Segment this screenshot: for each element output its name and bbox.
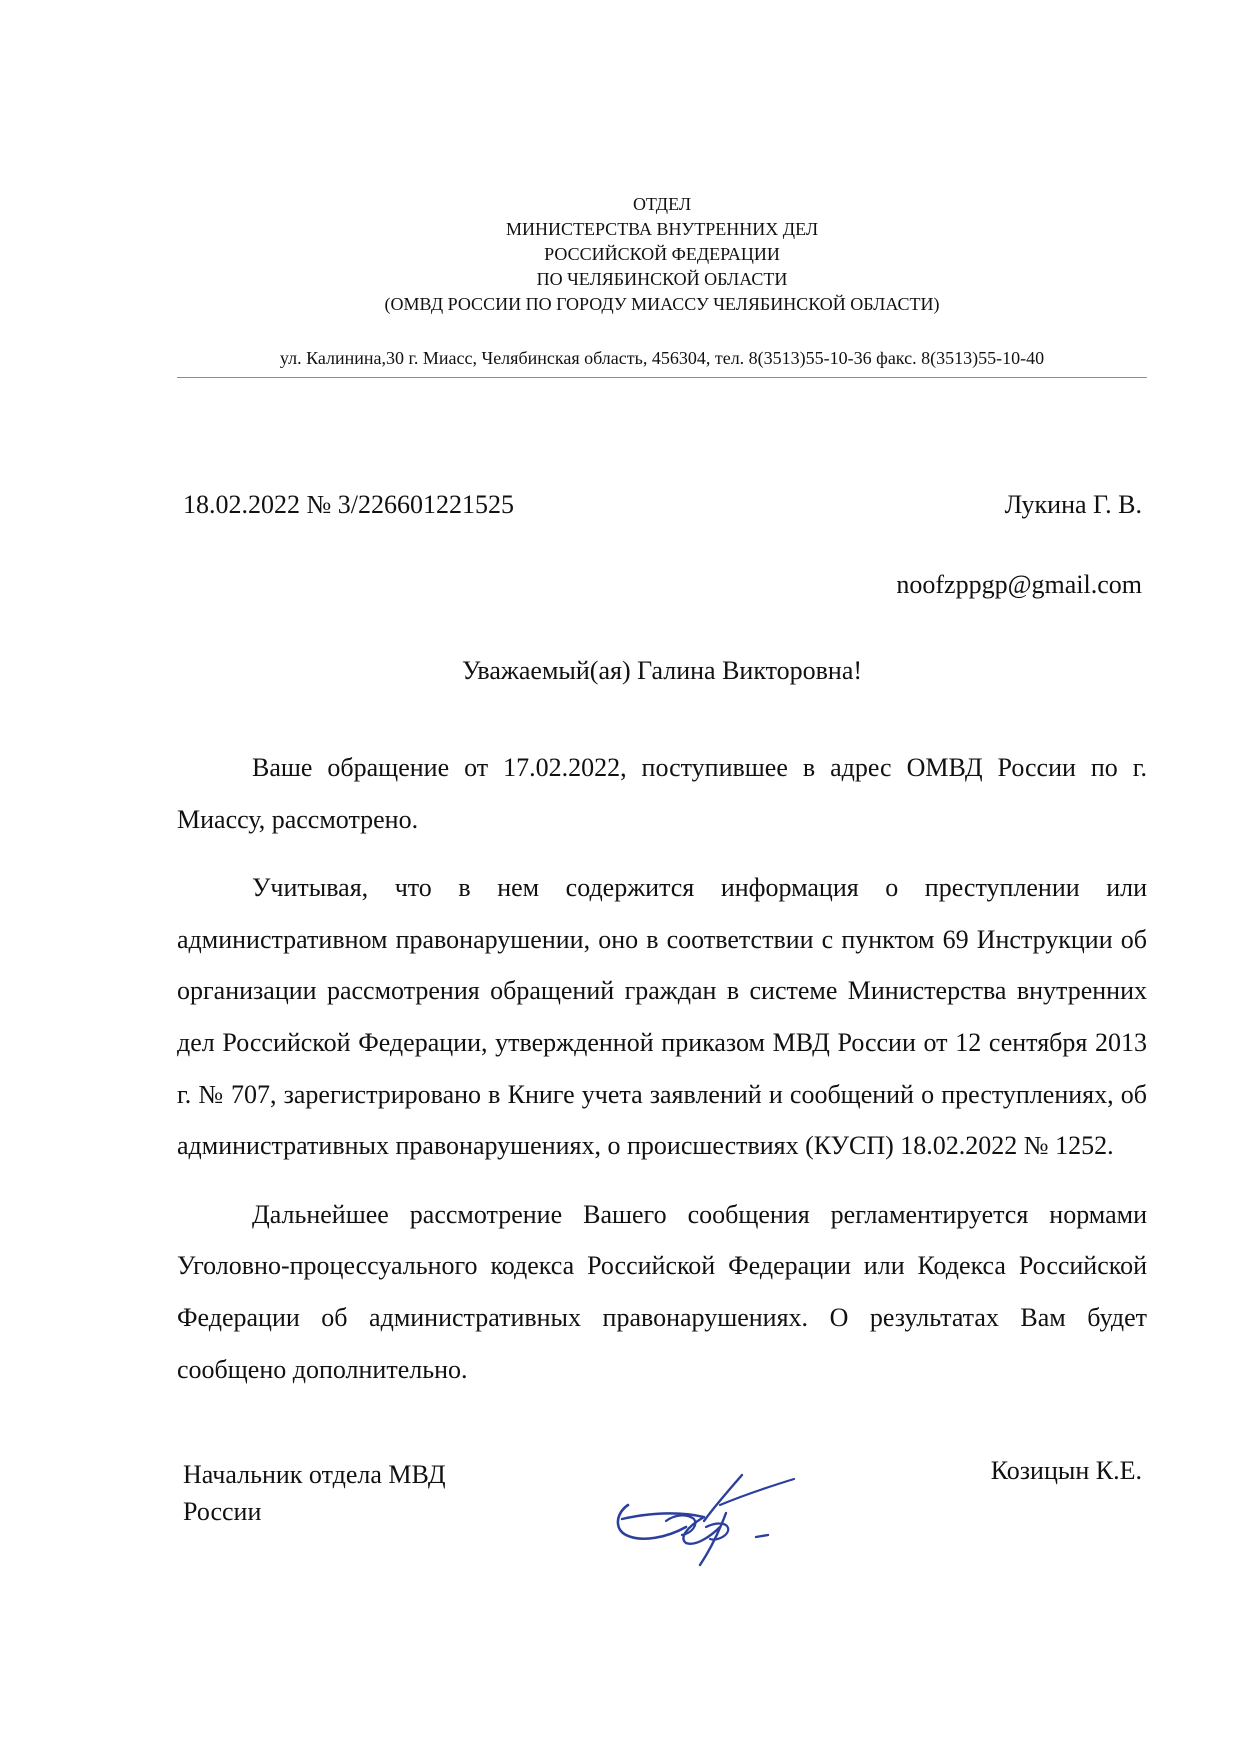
letterhead — [177, 192, 1147, 317]
letterhead-address: ул. Калинина,30 г. Миасс, Челябинская область, 456304, тел. 8(3513)55-10-36 факс. 8(3513)55-10-40 — [279, 348, 1045, 368]
letterhead-line: ОТДЕЛ — [632, 194, 692, 214]
signer-position-line: России — [183, 1497, 262, 1526]
signer-position — [183, 1456, 446, 1530]
signer-position-line: Начальник отдела МВД — [183, 1460, 446, 1489]
recipient-email: noofzppgp@gmail.com — [896, 570, 1142, 599]
letterhead-line: ПО ЧЕЛЯБИНСКОЙ ОБЛАСТИ — [536, 269, 788, 289]
signer-name: Козицын К.Е. — [990, 1456, 1142, 1485]
body-paragraph: Ваше обращение от 17.02.2022, поступившее в адрес ОМВД России по г. Миассу, рассмотрено. — [177, 753, 1147, 834]
letterhead-line: МИНИСТЕРСТВА ВНУТРЕННИХ ДЕЛ — [505, 219, 819, 239]
body-paragraph: Дальнейшее рассмотрение Вашего сообщения регламентируется нормами Уголовно-процессуального кодекса Российской Федерации или Кодекса Российской Федерации об административных правонарушениях. О результатах Вам будет сообщено дополнительно. — [177, 1199, 1147, 1384]
recipient-name: Лукина Г. В. — [1004, 490, 1142, 519]
letterhead-divider — [177, 377, 1147, 378]
letterhead-line: (ОМВД РОССИИ ПО ГОРОДУ МИАССУ ЧЕЛЯБИНСКОЙ ОБЛАСТИ) — [384, 294, 940, 314]
body-paragraph: Учитывая, что в нем содержится информация о преступлении или административном правонарушении, оно в соответствии с пунктом 69 Инструкции об организации рассмотрения обращений граждан в системе Министерства внутренних дел Российской Федерации, утвержденной приказом МВД России от 12 сентября 2013 г. № 707, зарегистрировано в Книге учета заявлений и сообщений о преступлениях, об административных правонарушениях, о происшествиях (КУСП) 18.02.2022 № 1252. — [177, 873, 1147, 1161]
registration-number: 18.02.2022 № 3/226601221525 — [183, 490, 515, 519]
handwritten-signature — [608, 1455, 818, 1570]
letterhead-line: РОССИЙСКОЙ ФЕДЕРАЦИИ — [544, 244, 780, 264]
greeting: Уважаемый(ая) Галина Викторовна! — [461, 656, 863, 685]
letter-body — [177, 742, 1147, 1412]
